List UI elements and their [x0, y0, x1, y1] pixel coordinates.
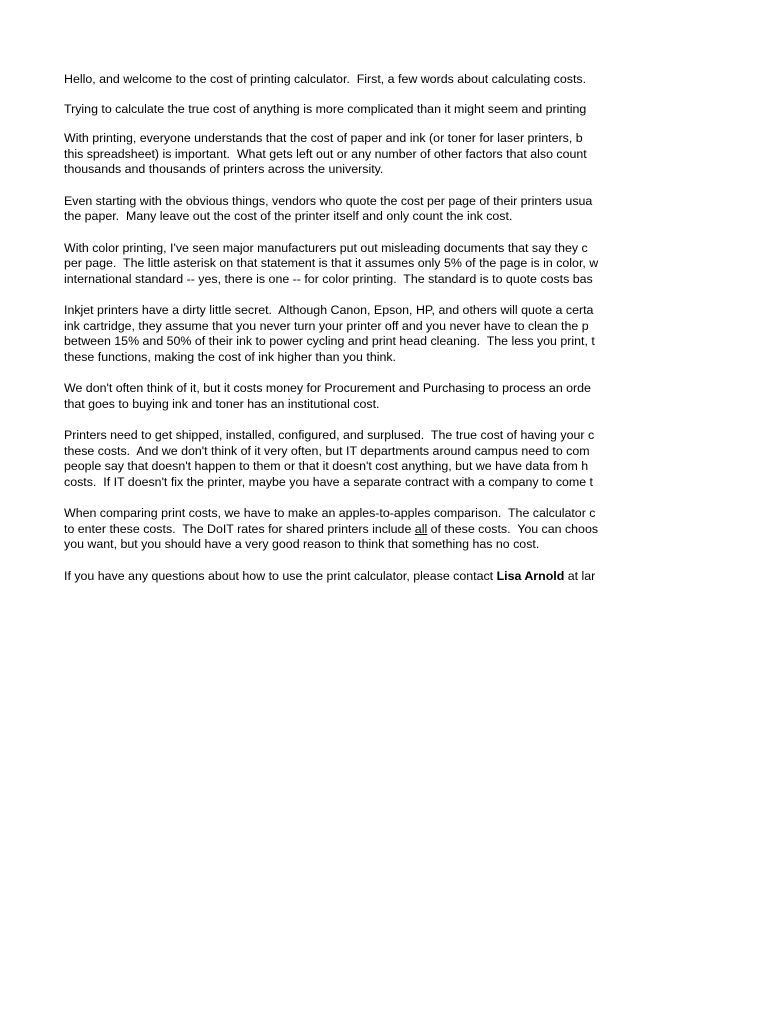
text-line: Trying to calculate the true cost of anything is more complicated than it might seem and printing [64, 101, 587, 116]
paragraph-color-printing [64, 241, 654, 288]
underlined-word-all: all [414, 521, 428, 536]
paragraph-shipping-support [64, 428, 654, 490]
text-fragment: at lar [564, 568, 596, 583]
text-line: this spreadsheet) is important. What gets left out or any number of other factors that also count [64, 146, 587, 161]
contact-name: Lisa Arnold [496, 568, 565, 583]
text-line: With color printing, I've seen major manufacturers put out misleading documents that say they c [64, 240, 588, 255]
paragraph-paper-ink [64, 131, 654, 178]
paragraph-contact [64, 569, 654, 585]
text-line: that goes to buying ink and toner has an institutional cost. [64, 396, 380, 411]
text-line: When comparing print costs, we have to make an apples-to-apples comparison. The calculator c [64, 506, 596, 520]
spreadsheet-text-block [64, 72, 654, 584]
text-line: Hello, and welcome to the cost of printing calculator. First, a few words about calculating costs. [64, 72, 587, 86]
text-line: We don't often think of it, but it costs money for Procurement and Purchasing to process an orde [64, 381, 591, 395]
text-line: thousands and thousands of printers across the university. [64, 162, 384, 176]
text-line: Even starting with the obvious things, vendors who quote the cost per page of their printers usua [64, 193, 593, 208]
text-line: these costs. And we don't think of it very often, but IT departments around campus need to com [64, 443, 590, 458]
text-line: per page. The little asterisk on that statement is that it assumes only 5% of the page is in color, w [64, 256, 599, 270]
paragraph-comparison [64, 506, 654, 553]
text-line: people say that doesn't happen to them or that it doesn't cost anything, but we have data from h [64, 459, 589, 473]
paragraph-true-cost [64, 102, 654, 118]
text-line: international standard -- yes, there is one -- for color printing. The standard is to quote costs bas [64, 271, 593, 286]
text-line: Printers need to get shipped, installed, configured, and surplused. The true cost of having your c [64, 428, 595, 442]
text-line: Inkjet printers have a dirty little secret. Although Canon, Epson, HP, and others will quote a certa [64, 303, 594, 317]
paragraph-vendor-quotes [64, 194, 654, 225]
text-line: you want, but you should have a very good reason to think that something has no cost. [64, 537, 540, 551]
text-line: the paper. Many leave out the cost of the printer itself and only count the ink cost. [64, 209, 513, 223]
text-line: between 15% and 50% of their ink to power cycling and print head cleaning. The less you print, t [64, 334, 595, 348]
text-fragment: to enter these costs. The DoIT rates for shared printers include [64, 521, 415, 536]
text-fragment: If you have any questions about how to use the print calculator, please contact [64, 568, 497, 583]
text-fragment: of these costs. You can choos [427, 521, 599, 536]
text-line [64, 522, 654, 538]
text-line: these functions, making the cost of ink higher than you think. [64, 349, 396, 364]
text-line: costs. If IT doesn't fix the printer, maybe you have a separate contract with a company to come t [64, 474, 594, 489]
text-line: With printing, everyone understands that the cost of paper and ink (or toner for laser printers, b [64, 131, 583, 145]
paragraph-inkjet-secret [64, 303, 654, 365]
paragraph-procurement [64, 381, 654, 412]
intro-paragraph [64, 72, 654, 88]
text-line [64, 569, 654, 585]
text-line: ink cartridge, they assume that you never turn your printer off and you never have to clean the p [64, 318, 589, 333]
